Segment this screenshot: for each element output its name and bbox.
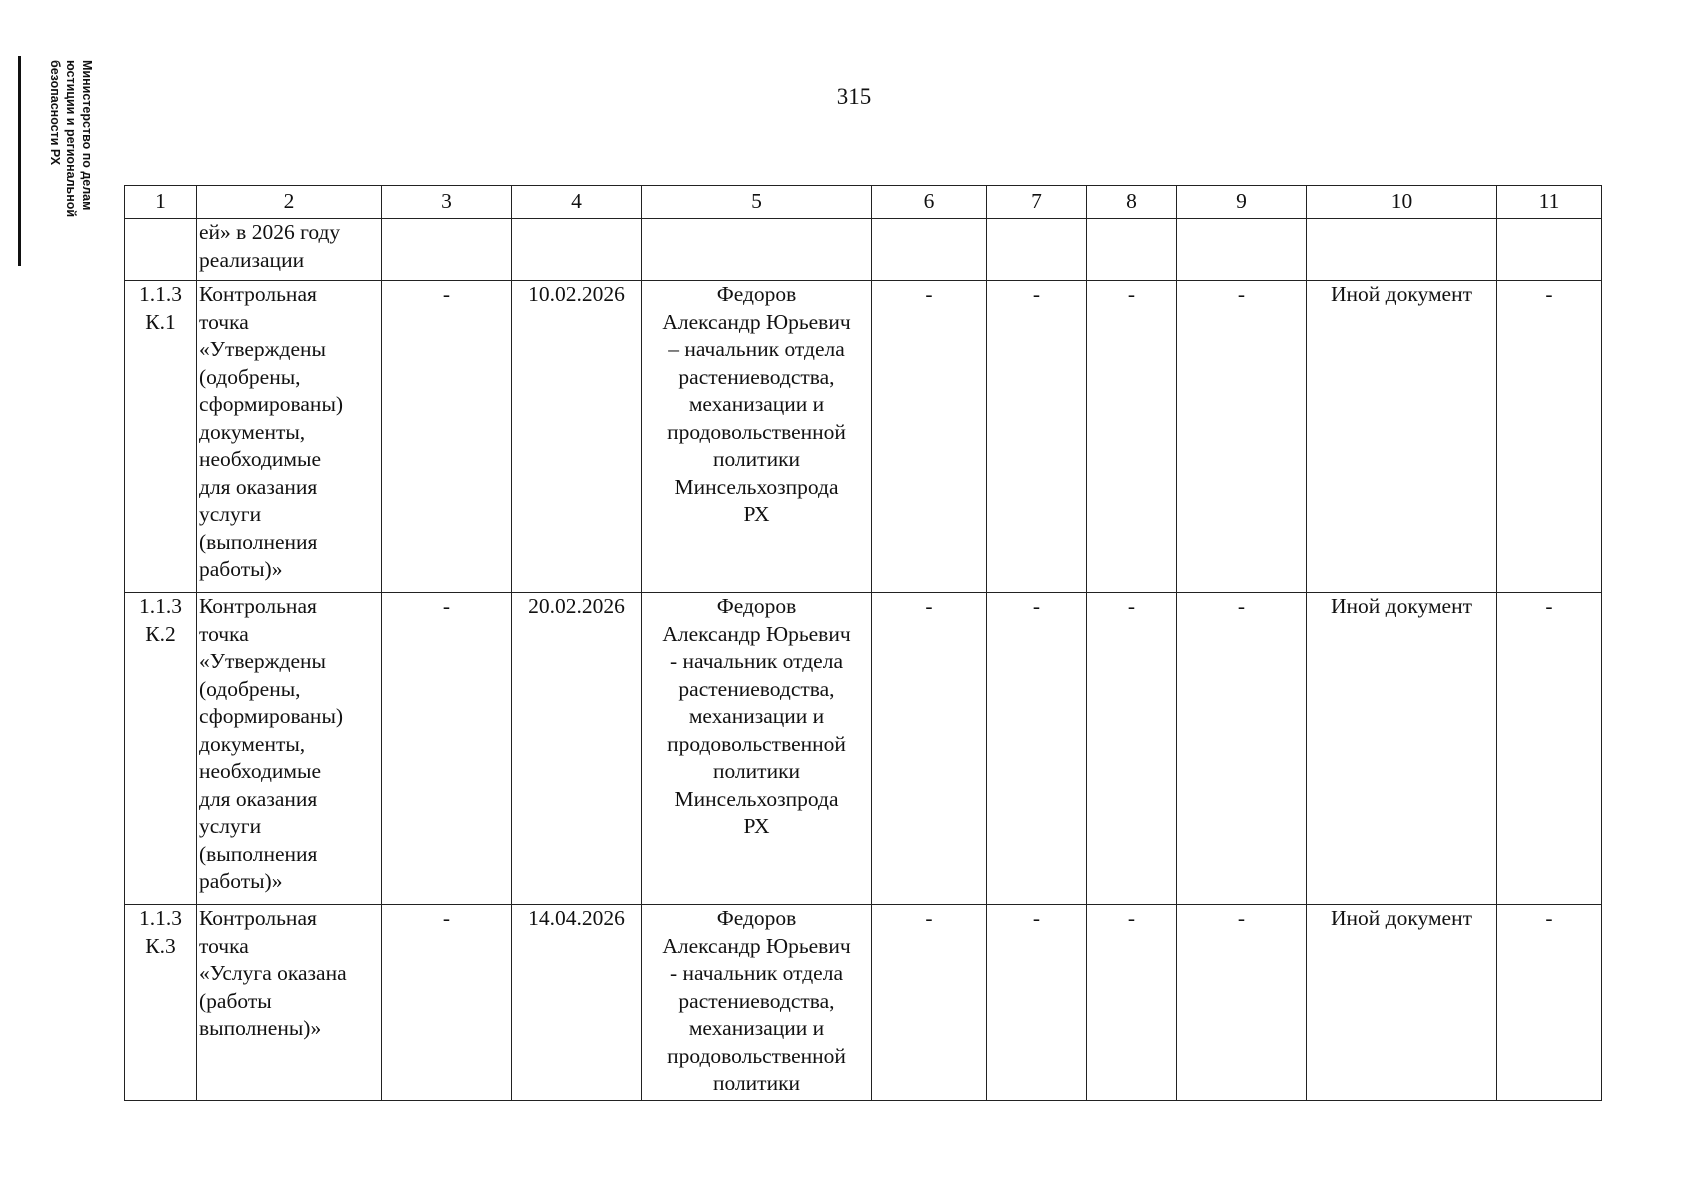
text-line: «Услуга оказана bbox=[199, 961, 347, 985]
stamp-line: безопасности РХ bbox=[48, 60, 62, 166]
text-line: Федоров bbox=[716, 594, 797, 618]
cell-col8 bbox=[1087, 219, 1177, 281]
text-line: Федоров bbox=[716, 906, 797, 930]
text-line: сформированы) bbox=[199, 704, 344, 728]
cell-col8: - bbox=[1087, 281, 1177, 593]
cell-col3: - bbox=[382, 593, 512, 905]
plan-table bbox=[124, 185, 1602, 1101]
stamp-line: юстиции и региональной bbox=[64, 60, 78, 218]
text-line: растениеводства, bbox=[678, 988, 835, 1013]
text-line: политики bbox=[712, 1071, 801, 1095]
text-line: политики bbox=[712, 759, 801, 783]
text-line: необходимые bbox=[199, 759, 322, 783]
text-line: «Утверждены bbox=[199, 649, 326, 673]
cell-date: 20.02.2026 bbox=[512, 593, 642, 905]
text-line: Федоров bbox=[716, 282, 797, 306]
cell-responsible bbox=[642, 219, 872, 281]
cell-col7: - bbox=[987, 905, 1087, 1101]
text-line: К.3 bbox=[145, 933, 176, 958]
text-line: сформированы) bbox=[199, 392, 344, 416]
cell-document bbox=[1307, 219, 1497, 281]
text-line: продовольственной bbox=[667, 419, 846, 444]
cell-responsible bbox=[642, 281, 872, 593]
header-cell: 1 bbox=[125, 186, 197, 219]
cell-col9: - bbox=[1177, 905, 1307, 1101]
cell-col8: - bbox=[1087, 593, 1177, 905]
cell-col11: - bbox=[1497, 281, 1602, 593]
text-line: продовольственной bbox=[667, 1043, 846, 1068]
text-line: растениеводства, bbox=[678, 364, 835, 389]
text-line: документы, bbox=[199, 419, 306, 444]
cell-col9: - bbox=[1177, 281, 1307, 593]
table-row bbox=[125, 905, 1602, 1101]
cell-name bbox=[197, 905, 382, 1101]
stamp-line: Министерство по делам bbox=[80, 60, 94, 211]
header-cell: 2 bbox=[197, 186, 382, 219]
text-line: политики bbox=[712, 447, 801, 471]
cell-col11: - bbox=[1497, 593, 1602, 905]
cell-col8: - bbox=[1087, 905, 1177, 1101]
cell-col11 bbox=[1497, 219, 1602, 281]
cell-responsible bbox=[642, 905, 872, 1101]
cell-responsible bbox=[642, 593, 872, 905]
header-cell: 4 bbox=[512, 186, 642, 219]
text-line: работы)» bbox=[199, 869, 283, 893]
cell-document: Иной документ bbox=[1307, 593, 1497, 905]
text-line: Александр Юрьевич bbox=[662, 309, 851, 334]
cell-name bbox=[197, 219, 382, 281]
stamp-text bbox=[47, 60, 95, 260]
cell-num bbox=[125, 905, 197, 1101]
text-line: Контрольная bbox=[199, 594, 317, 618]
text-line: (одобрены, bbox=[199, 364, 301, 389]
cell-col6: - bbox=[872, 905, 987, 1101]
text-line: растениеводства, bbox=[678, 676, 835, 701]
cell-name bbox=[197, 593, 382, 905]
cell-col9 bbox=[1177, 219, 1307, 281]
text-line: точка bbox=[199, 309, 249, 334]
cell-num bbox=[125, 593, 197, 905]
text-line: - начальник отдела bbox=[670, 961, 843, 985]
text-line: Минсельхозпрода bbox=[674, 474, 839, 499]
cell-num bbox=[125, 219, 197, 281]
header-cell: 7 bbox=[987, 186, 1087, 219]
table-row bbox=[125, 593, 1602, 905]
cell-col11: - bbox=[1497, 905, 1602, 1101]
text-line: Контрольная bbox=[199, 282, 317, 306]
text-line: (выполнения bbox=[199, 841, 318, 866]
text-line: Александр Юрьевич bbox=[662, 621, 851, 646]
text-line: 1.1.3 bbox=[139, 906, 182, 930]
header-cell: 5 bbox=[642, 186, 872, 219]
header-cell: 10 bbox=[1307, 186, 1497, 219]
header-cell: 8 bbox=[1087, 186, 1177, 219]
cell-col6 bbox=[872, 219, 987, 281]
header-row bbox=[125, 186, 1602, 219]
table-row bbox=[125, 281, 1602, 593]
header-cell: 11 bbox=[1497, 186, 1602, 219]
cell-col6: - bbox=[872, 281, 987, 593]
cell-col3: - bbox=[382, 905, 512, 1101]
text-line: РХ bbox=[743, 814, 770, 838]
text-line: К.1 bbox=[145, 309, 176, 334]
text-line: (выполнения bbox=[199, 529, 318, 554]
cell-col3 bbox=[382, 219, 512, 281]
text-line: для оказания bbox=[199, 474, 318, 499]
registration-stamp bbox=[18, 56, 94, 266]
text-line: (одобрены, bbox=[199, 676, 301, 701]
text-line: необходимые bbox=[199, 447, 322, 471]
cell-document: Иной документ bbox=[1307, 905, 1497, 1101]
cell-date bbox=[512, 219, 642, 281]
cell-col3: - bbox=[382, 281, 512, 593]
text-line: - начальник отдела bbox=[670, 649, 843, 673]
cell-col6: - bbox=[872, 593, 987, 905]
text-line: – начальник отдела bbox=[668, 337, 845, 361]
cell-document: Иной документ bbox=[1307, 281, 1497, 593]
cell-date: 10.02.2026 bbox=[512, 281, 642, 593]
cell-col7: - bbox=[987, 281, 1087, 593]
text-line: механизации и bbox=[688, 1016, 825, 1040]
text-line: документы, bbox=[199, 731, 306, 756]
text-line: К.2 bbox=[145, 621, 176, 646]
text-line: услуги bbox=[199, 814, 262, 838]
text-line: 1.1.3 bbox=[139, 594, 182, 618]
cell-num bbox=[125, 281, 197, 593]
text-line: 1.1.3 bbox=[139, 282, 182, 306]
text-line: РХ bbox=[743, 502, 770, 526]
cell-col7 bbox=[987, 219, 1087, 281]
text-line: Контрольная bbox=[199, 906, 317, 930]
text-line: механизации и bbox=[688, 704, 825, 728]
text-line: ей» в 2026 году bbox=[199, 220, 341, 244]
text-line: работы)» bbox=[199, 557, 283, 581]
cell-col7: - bbox=[987, 593, 1087, 905]
text-line: (работы bbox=[199, 988, 272, 1013]
text-line: реализации bbox=[199, 247, 305, 272]
header-cell: 6 bbox=[872, 186, 987, 219]
text-line: услуги bbox=[199, 502, 262, 526]
text-line: «Утверждены bbox=[199, 337, 326, 361]
header-cell: 9 bbox=[1177, 186, 1307, 219]
text-line: точка bbox=[199, 621, 249, 646]
text-line: Александр Юрьевич bbox=[662, 933, 851, 958]
cell-col9: - bbox=[1177, 593, 1307, 905]
cell-date: 14.04.2026 bbox=[512, 905, 642, 1101]
text-line: механизации и bbox=[688, 392, 825, 416]
text-line: точка bbox=[199, 933, 249, 958]
page-number: 315 bbox=[836, 84, 872, 109]
text-line: выполнены)» bbox=[199, 1016, 322, 1040]
text-line: Минсельхозпрода bbox=[674, 786, 839, 811]
header-cell: 3 bbox=[382, 186, 512, 219]
text-line: для оказания bbox=[199, 786, 318, 811]
text-line: продовольственной bbox=[667, 731, 846, 756]
continuation-row bbox=[125, 219, 1602, 281]
cell-name bbox=[197, 281, 382, 593]
